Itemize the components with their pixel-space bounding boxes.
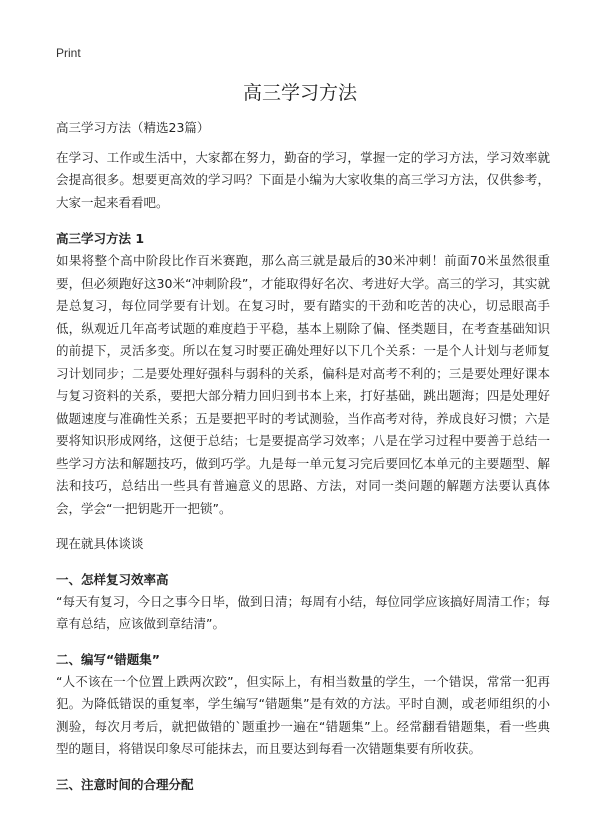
article-content xyxy=(56,117,550,796)
item-2-paragraph: “人不该在一个位置上跌两次跤”，但实际上，有相当数量的学生，一个错误，常常一犯再犯。为降低错误的重复率，学生编写“错题集”是有效的方法。平时自测，或老师组织的小测验，每次月考后，就把做错的`题重抄一遍在“错题集”上。经常翻看错题集，看一些典型的题目，将错误印象尽可能抹去，而且要达到每看一次错题集要有所收获。 xyxy=(56,673,550,756)
article-subtitle: 高三学习方法（精选23篇） xyxy=(56,120,210,135)
section-1-paragraph: 如果将整个高中阶段比作百米赛跑，那么高三就是最后的30米冲刺！前面70米虽然很重要，但必须跑好这30米“冲刺阶段”，才能取得好名次、考进好大学。高三的学习，其实就是总复习，每位同学要有计划。在复习时，要有踏实的干劲和吃苦的决心，切忌眼高手低，纵观近几年高考试题的难度趋于平稳，基本上剔除了偏、怪类题目，在考查基础知识的前提下，灵活多变。所以在复习时要正确处理好以下几个关系：一是个人计划与老师复习计划同步；二是要处理好强科与弱科的关系，偏科是对高考不利的；三是要处理好课本与复习资料的关系，要把大部分精力回归到书本上来，打好基础，跳出题海；四是处理好做题速度与准确性关系；五是要把平时的考试测验，当作高考对待，养成良好习惯；六是要将知识形成网络，这便于总结；七是要提高学习效率；八是在学习过程中要善于总结一些学习方法和解题技巧，做到巧学。九是每一单元复习完后要回忆本单元的主要题型、解法和技巧，总结出一些具有普遍意义的思路、方法，对同一类问题的解题方法要认真体会，学会“一把钥匙开一把锁”。 xyxy=(56,253,550,516)
section-heading-1: 高三学习方法 1 xyxy=(56,231,145,246)
section-1-note: 现在就具体谈谈 xyxy=(56,536,144,551)
intro-paragraph: 在学习、工作或生活中，大家都在努力，勤奋的学习，掌握一定的学习方法，学习效率就会提高很多。想要更高效的学习吗？下面是小编为大家收集的高三学习方法，仅供参考，大家一起来看看吧。 xyxy=(56,149,550,210)
item-heading-2: 二、编写“错题集” xyxy=(56,651,160,667)
page-title: 高三学习方法 xyxy=(242,82,357,104)
item-heading-3: 三、注意时间的合理分配 xyxy=(56,776,194,792)
item-1-paragraph: “每天有复习，今日之事今日毕，做到日清；每周有小结，每位同学应该搞好周清工作；每章有总结，应该做到章结清”。 xyxy=(56,593,550,631)
print-link[interactable]: Print xyxy=(56,46,81,60)
item-heading-1: 一、怎样复习效率高 xyxy=(56,571,169,587)
